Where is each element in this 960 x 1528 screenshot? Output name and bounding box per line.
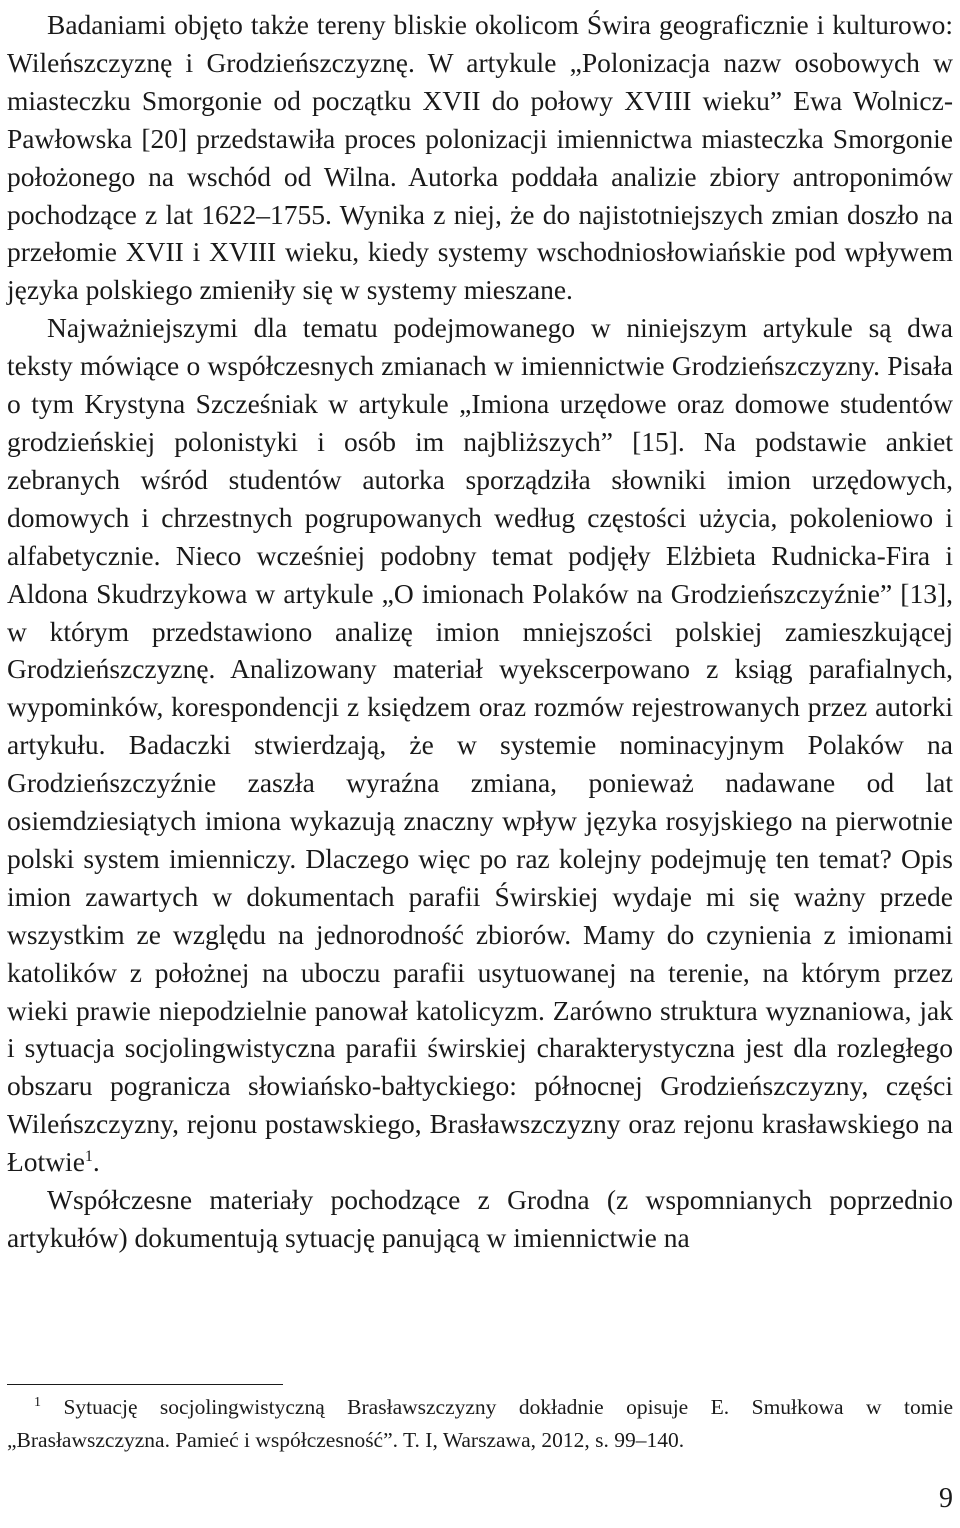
paragraph-2-end: . (92, 1146, 100, 1178)
footnote-reference[interactable]: 1 (84, 1148, 93, 1166)
footnote-mark: 1 (34, 1394, 41, 1410)
footnote-text: Sytuację socjolingwistyczną Brasławszczyzny dokładnie opisuje E. Smułkowa w tomie „Brasławszczyzna. Pamieć i współczesność”. T. I, Warszawa, 2012, s. 99–140. (7, 1395, 953, 1452)
paragraph-2 (7, 309, 953, 1181)
page-number: 9 (939, 1483, 953, 1514)
paragraph-3 (7, 1181, 953, 1257)
body-text (7, 6, 953, 1257)
paragraph-3-text: Współczesne materiały pochodzące z Grodna (z wspomnianych poprzednio artykułów) dokumentują sytuację panującą w imiennictwie na (7, 1184, 953, 1253)
paragraph-1-text: Badaniami objęto także tereny bliskie okolicom Świra geograficznie i kulturowo: Wileńszczyznę i Grodzieńszczyznę. W artykule „Polonizacja nazw osobowych w miasteczku Smorgonie od początku XVII do połowy XVIII wieku” Ewa Wolnicz-Pawłowska [20] przedstawiła proces polonizacji imiennictwa miasteczka Smorgonie położonego na wschód od Wilna. Autorka poddała analizie zbiory antroponimów pochodzące z lat 1622–1755. Wynika z niej, że do najistotniejszych zmian doszło na przełomie XVII i XVIII wieku, kiedy systemy wschodniosłowiańskie pod wpływem języka polskiego zmieniły się w systemy mieszane. (7, 9, 953, 306)
paragraph-1 (7, 6, 953, 309)
footnote (7, 1391, 953, 1457)
footnote-separator (7, 1384, 283, 1385)
paragraph-2-text: Najważniejszymi dla tematu podejmowanego w niniejszym artykule są dwa teksty mówiące o współczesnych zmianach w imiennictwie Grodzieńszczyzny. Pisała o tym Krystyna Szcześniak w artykule „Imiona urzędowe oraz domowe studentów grodzieńskiej polonistyki i osób im najbliższych” [15]. Na podstawie ankiet zebranych wśród studentów autorka sporządziła słowniki imion urzędowych, domowych i chrzestnych pogrupowanych według częstości użycia, pokoleniowo i alfabetycznie. Nieco wcześniej podobny temat podjęły Elżbieta Rudnicka-Fira i Aldona Skudrzykowa w artykule „O imionach Polaków na Grodzieńszczyźnie” [13], w którym przedstawiono analizę imion mniejszości polskiej zamieszkującej Grodzieńszczyznę. Analizowany materiał wyekscerpowano z ksiąg parafialnych, wypominków, korespondencji z księdzem oraz rozmów rejestrowanych przez autorki artykułu. Badaczki stwierdzają, że w systemie nominacyjnym Polaków na Grodzieńszczyźnie zaszła wyraźna zmiana, ponieważ nadawane od lat osiemdziesiątych imiona wykazują znaczny wpływ języka rosyjskiego na pierwotnie polski system imienniczy. Dlaczego więc po raz kolejny podejmuję ten temat? Opis imion zawartych w dokumentach parafii Świrskiej wydaje mi się ważny przede wszystkim ze względu na jednorodność zbiorów. Mamy do czynienia z imionami katolików z położnej na uboczu parafii usytuowanej na terenie, na którym przez wieki prawie niepodzielnie panował katolicyzm. Zarówno struktura wyznaniowa, jak i sytuacja socjolingwistyczna parafii świrskiej charakterystyczna jest dla rozległego obszaru pogranicza słowiańsko-bałtyckiego: północnej Grodzieńszczyzny, części Wileńszczyzny, rejonu postawskiego, Brasławszczyzny oraz rejonu krasławskiego na Łotwie (7, 312, 953, 1178)
